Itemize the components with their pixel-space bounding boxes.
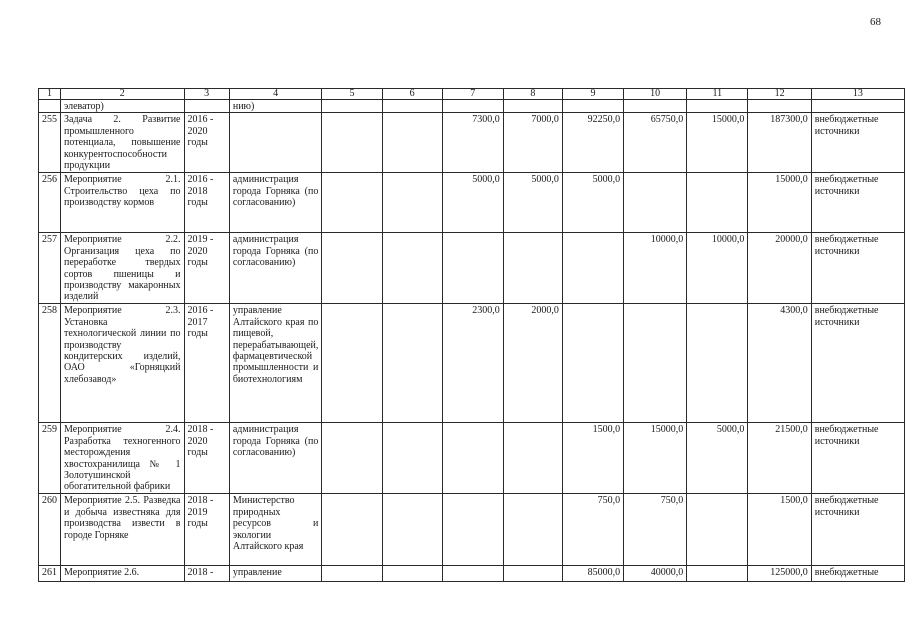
years-cell: 2018 - <box>184 566 229 582</box>
header-cell: 13 <box>811 89 904 100</box>
value-cell: 10000,0 <box>687 233 748 304</box>
years-cell: 2016 - 2020 годы <box>184 113 229 173</box>
row-number: 260 <box>39 494 61 566</box>
executor-cell: администрация города Горняка (по согласованию) <box>229 173 322 233</box>
executor-cell: администрация города Горняка (по согласованию) <box>229 423 322 494</box>
value-cell: 7000,0 <box>503 113 562 173</box>
row-number: 259 <box>39 423 61 494</box>
value-cell <box>322 304 382 423</box>
header-cell: 6 <box>382 89 442 100</box>
header-cell: 4 <box>229 89 322 100</box>
value-cell <box>322 566 382 582</box>
source-cell: внебюджетные источники <box>811 304 904 423</box>
source-cell: внебюджетные источники <box>811 173 904 233</box>
value-cell <box>382 173 442 233</box>
value-cell: 5000,0 <box>687 423 748 494</box>
value-cell <box>322 423 382 494</box>
value-cell <box>382 113 442 173</box>
budget-table <box>38 88 905 582</box>
value-cell <box>382 566 442 582</box>
value-cell <box>687 173 748 233</box>
table-row <box>39 173 905 233</box>
continuation-row <box>39 100 905 113</box>
source-cell: внебюджетные источники <box>811 423 904 494</box>
table-row <box>39 233 905 304</box>
value-cell <box>624 173 687 233</box>
value-cell: 15000,0 <box>748 173 811 233</box>
value-cell <box>442 423 503 494</box>
name-cell: Мероприятие 2.6. <box>61 566 185 582</box>
page-number: 68 <box>870 16 881 28</box>
value-cell <box>503 233 562 304</box>
value-cell <box>687 566 748 582</box>
header-cell: 5 <box>322 89 382 100</box>
years-cell: 2016 - 2018 годы <box>184 173 229 233</box>
value-cell: 7300,0 <box>442 113 503 173</box>
executor-cell <box>229 113 322 173</box>
value-cell: 92250,0 <box>562 113 623 173</box>
years-cell: 2018 - 2020 годы <box>184 423 229 494</box>
executor-cell: Министерство природных ресурсов и экологии Алтайского края <box>229 494 322 566</box>
value-cell <box>382 494 442 566</box>
years-cell: 2016 - 2017 годы <box>184 304 229 423</box>
value-cell: 15000,0 <box>624 423 687 494</box>
executor-cell: управление <box>229 566 322 582</box>
years-cell: 2018 - 2019 годы <box>184 494 229 566</box>
value-cell <box>382 423 442 494</box>
value-cell <box>442 494 503 566</box>
value-cell: 21500,0 <box>748 423 811 494</box>
name-cell: Мероприятие 2.3. Установка технологической линии по производству кондитерских изделий, ОАО «Горняцкий хлебозавод» <box>61 304 185 423</box>
executor-cell: администрация города Горняка (по согласованию) <box>229 233 322 304</box>
value-cell: 4300,0 <box>748 304 811 423</box>
value-cell <box>687 494 748 566</box>
value-cell <box>322 494 382 566</box>
executor-cell: нию) <box>229 100 322 113</box>
header-cell: 8 <box>503 89 562 100</box>
row-number: 258 <box>39 304 61 423</box>
table-row <box>39 304 905 423</box>
value-cell: 2000,0 <box>503 304 562 423</box>
value-cell: 20000,0 <box>748 233 811 304</box>
value-cell: 10000,0 <box>624 233 687 304</box>
header-cell: 10 <box>624 89 687 100</box>
value-cell <box>442 566 503 582</box>
value-cell <box>382 304 442 423</box>
table-row <box>39 113 905 173</box>
header-cell: 2 <box>61 89 185 100</box>
value-cell: 187300,0 <box>748 113 811 173</box>
value-cell: 40000,0 <box>624 566 687 582</box>
name-cell: Мероприятие 2.2. Организация цеха по переработке твердых сортов пшеницы и производству макаронных изделий <box>61 233 185 304</box>
value-cell <box>503 494 562 566</box>
name-cell: Задача 2. Развитие промышленного потенциала, повышение конкурентоспособности продукции <box>61 113 185 173</box>
value-cell: 85000,0 <box>562 566 623 582</box>
value-cell: 1500,0 <box>748 494 811 566</box>
value-cell: 125000,0 <box>748 566 811 582</box>
value-cell <box>562 233 623 304</box>
header-cell: 7 <box>442 89 503 100</box>
value-cell <box>322 233 382 304</box>
value-cell: 5000,0 <box>562 173 623 233</box>
header-row <box>39 89 905 100</box>
value-cell: 2300,0 <box>442 304 503 423</box>
value-cell <box>503 423 562 494</box>
source-cell: внебюджетные источники <box>811 233 904 304</box>
value-cell <box>322 113 382 173</box>
source-cell: внебюджетные источники <box>811 113 904 173</box>
name-cell: Мероприятие 2.5. Разведка и добыча известняка для производства извести в городе Горняке <box>61 494 185 566</box>
table-row <box>39 423 905 494</box>
row-number: 255 <box>39 113 61 173</box>
header-cell: 12 <box>748 89 811 100</box>
years-cell: 2019 - 2020 годы <box>184 233 229 304</box>
value-cell <box>442 233 503 304</box>
name-cell: Мероприятие 2.1. Строительство цеха по производству кормов <box>61 173 185 233</box>
value-cell: 5000,0 <box>442 173 503 233</box>
row-number: 257 <box>39 233 61 304</box>
value-cell <box>624 304 687 423</box>
name-cell: элеватор) <box>61 100 185 113</box>
value-cell: 1500,0 <box>562 423 623 494</box>
executor-cell: управление Алтайского края по пищевой, перерабатывающей, фармацевтической промышленности и биотехнологиям <box>229 304 322 423</box>
value-cell: 750,0 <box>624 494 687 566</box>
value-cell <box>382 233 442 304</box>
header-cell: 3 <box>184 89 229 100</box>
value-cell: 65750,0 <box>624 113 687 173</box>
value-cell: 750,0 <box>562 494 623 566</box>
value-cell <box>687 304 748 423</box>
value-cell: 15000,0 <box>687 113 748 173</box>
row-number: 256 <box>39 173 61 233</box>
table-row <box>39 566 905 582</box>
table-row <box>39 494 905 566</box>
header-cell: 11 <box>687 89 748 100</box>
value-cell: 5000,0 <box>503 173 562 233</box>
name-cell: Мероприятие 2.4. Разработка техногенного месторождения хвостохранилища № 1 Золотушинской обогатительной фабрики <box>61 423 185 494</box>
header-cell: 9 <box>562 89 623 100</box>
source-cell: внебюджетные <box>811 566 904 582</box>
row-number: 261 <box>39 566 61 582</box>
value-cell <box>322 173 382 233</box>
header-cell: 1 <box>39 89 61 100</box>
value-cell <box>503 566 562 582</box>
value-cell <box>562 304 623 423</box>
source-cell: внебюджетные источники <box>811 494 904 566</box>
